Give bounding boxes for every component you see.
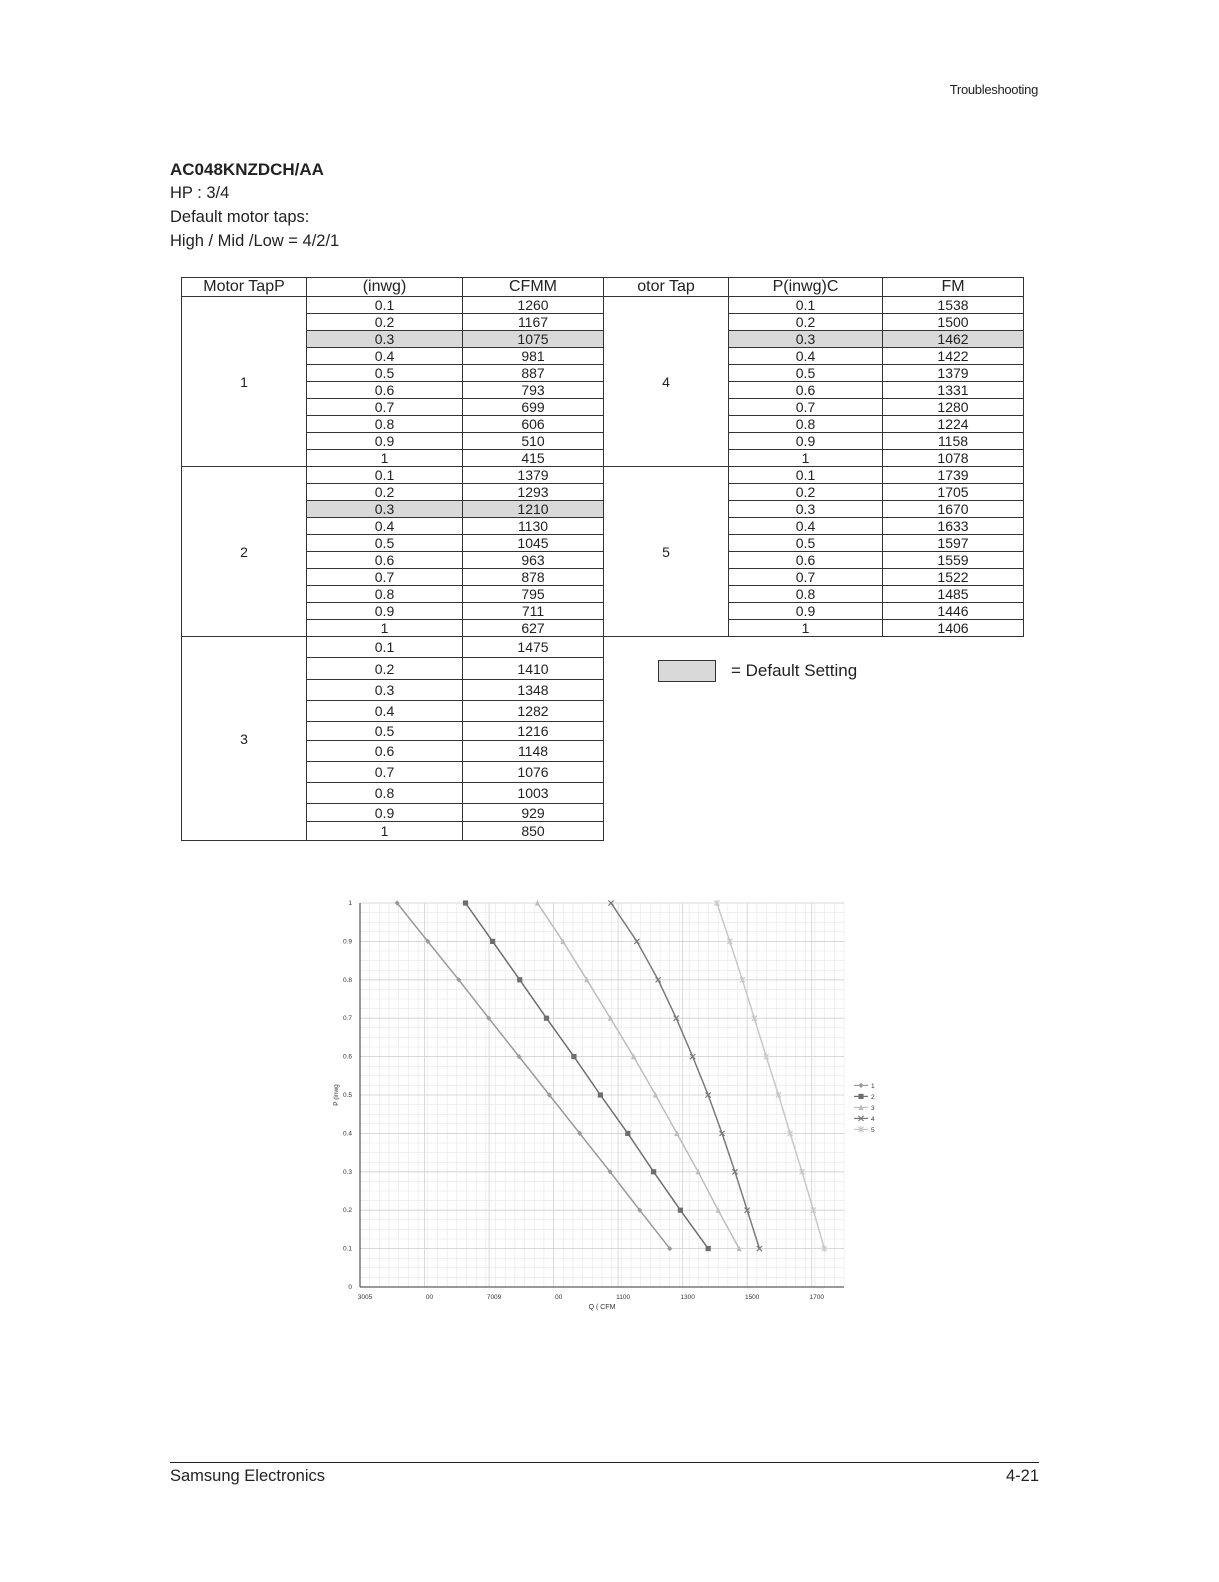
pressure-cell: 1: [307, 620, 463, 637]
cfm-cell: 850: [463, 822, 604, 841]
cfm-cell: 1078: [883, 450, 1024, 467]
pressure-cell: 0.5: [307, 722, 463, 741]
cfm-cell: 699: [463, 399, 604, 416]
pressure-cell: 0.7: [307, 399, 463, 416]
fan-curve-chart: [320, 890, 880, 1320]
data-point: [598, 1092, 603, 1097]
data-point: [858, 1094, 863, 1099]
cfm-cell: 1331: [883, 382, 1024, 399]
cfm-cell: 1406: [883, 620, 1024, 637]
pressure-cell: 0.7: [729, 569, 883, 586]
cfm-cell: 878: [463, 569, 604, 586]
x-tick-label: 00: [425, 1294, 434, 1301]
data-point: [651, 1169, 656, 1174]
pressure-cell: 0.8: [307, 416, 463, 433]
cfm-cell: 1348: [463, 680, 604, 701]
y-tick-label: 0.7: [342, 1015, 352, 1023]
cfm-cell: 1559: [883, 552, 1024, 569]
legend-entry: 5: [871, 1126, 875, 1134]
table-row: [182, 637, 604, 658]
pressure-cell: 0.1: [307, 637, 463, 658]
cfm-cell: 1280: [883, 399, 1024, 416]
data-point: [625, 1131, 630, 1136]
pressure-cell: 0.8: [729, 416, 883, 433]
x-tick-label: 1500: [744, 1294, 760, 1301]
pressure-cell: 0.1: [307, 467, 463, 484]
pressure-cell: 0.2: [307, 314, 463, 331]
y-tick-label: 0.8: [342, 976, 352, 984]
legend-entry: 1: [871, 1082, 875, 1090]
pressure-cell: 0.3: [307, 501, 463, 518]
pressure-cell: 0.9: [729, 603, 883, 620]
y-tick-label: 0: [348, 1284, 352, 1291]
cfm-cell: 1538: [883, 297, 1024, 314]
x-tick-label: 1700: [809, 1294, 824, 1301]
default-taps-label: Default motor taps:: [170, 208, 310, 226]
table-row: [182, 297, 604, 314]
cfm-cell: 793: [463, 382, 604, 399]
pressure-cell: 0.5: [729, 535, 883, 552]
pressure-cell: 0.5: [307, 365, 463, 382]
data-point: [517, 977, 522, 982]
data-point: [490, 939, 495, 944]
cfm-cell: 929: [463, 804, 604, 822]
y-tick-label: 0.3: [342, 1168, 352, 1176]
table-row: [604, 297, 1024, 314]
cfm-cell: 795: [463, 586, 604, 603]
motor-tap-cell: 5: [604, 467, 729, 637]
table-row: [182, 467, 604, 484]
header-cfm: FM: [883, 278, 1024, 297]
cfm-cell: 627: [463, 620, 604, 637]
pressure-cell: 1: [307, 450, 463, 467]
cfm-cell: 981: [463, 348, 604, 365]
cfm-cell: 1003: [463, 783, 604, 804]
data-point: [706, 1246, 711, 1251]
cfm-cell: 1500: [883, 314, 1024, 331]
x-tick-label: 7009: [486, 1294, 502, 1301]
cfm-cell: 415: [463, 450, 604, 467]
pressure-cell: 0.4: [307, 518, 463, 535]
header-cfm: CFMM: [463, 278, 604, 297]
header-pressure: (inwg): [307, 278, 463, 297]
y-tick-label: 1: [348, 900, 352, 907]
pressure-cell: 0.5: [307, 535, 463, 552]
pressure-cell: 1: [729, 620, 883, 637]
cfm-cell: 1075: [463, 331, 604, 348]
pressure-cell: 0.6: [729, 382, 883, 399]
legend-entry: 3: [871, 1104, 875, 1112]
cfm-cell: 1462: [883, 331, 1024, 348]
motor-tap-cell: 4: [604, 297, 729, 467]
pressure-cell: 0.2: [729, 484, 883, 501]
x-tick-label: 00: [554, 1294, 563, 1301]
header-pressure: P(inwg)C: [729, 278, 883, 297]
y-tick-label: 0.9: [342, 938, 352, 946]
pressure-cell: 0.4: [729, 518, 883, 535]
motor-tap-cell: 2: [182, 467, 307, 637]
y-tick-label: 0.1: [342, 1245, 352, 1253]
motor-tap-table-right: [603, 277, 1024, 637]
pressure-cell: 0.3: [729, 331, 883, 348]
hp-rating: HP : 3/4: [170, 184, 230, 202]
pressure-cell: 0.7: [307, 762, 463, 783]
pressure-cell: 0.6: [307, 382, 463, 399]
pressure-cell: 0.2: [307, 658, 463, 680]
pressure-cell: 0.9: [729, 433, 883, 450]
pressure-cell: 0.8: [307, 783, 463, 804]
pressure-cell: 0.9: [307, 804, 463, 822]
cfm-cell: 1422: [883, 348, 1024, 365]
pressure-cell: 0.5: [729, 365, 883, 382]
pressure-cell: 0.1: [729, 297, 883, 314]
cfm-cell: 1293: [463, 484, 604, 501]
pressure-cell: 0.9: [307, 603, 463, 620]
data-point: [678, 1208, 683, 1213]
y-axis-label: P (inwg: [333, 1084, 340, 1106]
cfm-cell: 1260: [463, 297, 604, 314]
header-motor-tap: otor Tap: [604, 278, 729, 297]
footer-rule: [170, 1462, 1039, 1463]
model-title: AC048KNZDCH/AA: [170, 160, 324, 179]
cfm-cell: 1076: [463, 762, 604, 783]
pressure-cell: 0.6: [729, 552, 883, 569]
x-tick-label: 1100: [616, 1294, 631, 1301]
cfm-cell: 711: [463, 603, 604, 620]
cfm-cell: 1282: [463, 701, 604, 722]
pressure-cell: 0.6: [307, 552, 463, 569]
pressure-cell: 0.1: [729, 467, 883, 484]
x-tick-label: 1300: [680, 1294, 695, 1301]
cfm-cell: 1130: [463, 518, 604, 535]
cfm-cell: 1224: [883, 416, 1024, 433]
cfm-cell: 1379: [883, 365, 1024, 382]
pressure-cell: 0.2: [307, 484, 463, 501]
motor-tap-table-left: [181, 277, 604, 841]
pressure-cell: 0.3: [729, 501, 883, 518]
pressure-cell: 0.7: [307, 569, 463, 586]
default-setting-label: = Default Setting: [731, 661, 858, 680]
pressure-cell: 0.4: [729, 348, 883, 365]
pressure-cell: 1: [307, 822, 463, 841]
cfm-cell: 1446: [883, 603, 1024, 620]
cfm-cell: 606: [463, 416, 604, 433]
cfm-cell: 887: [463, 365, 604, 382]
pressure-cell: 0.8: [729, 586, 883, 603]
cfm-cell: 1705: [883, 484, 1024, 501]
pressure-cell: 0.4: [307, 348, 463, 365]
cfm-cell: 1210: [463, 501, 604, 518]
cfm-cell: 963: [463, 552, 604, 569]
pressure-cell: 0.2: [729, 314, 883, 331]
pressure-cell: 0.6: [307, 741, 463, 762]
cfm-cell: 1167: [463, 314, 604, 331]
legend-entry: 2: [871, 1093, 875, 1101]
pressure-cell: 1: [729, 450, 883, 467]
header-motor-tap: Motor TapP: [182, 278, 307, 297]
default-taps-value: High / Mid /Low = 4/2/1: [170, 232, 340, 250]
cfm-cell: 1379: [463, 467, 604, 484]
cfm-cell: 1597: [883, 535, 1024, 552]
data-point: [544, 1016, 549, 1021]
cfm-cell: 510: [463, 433, 604, 450]
pressure-cell: 0.3: [307, 680, 463, 701]
cfm-cell: 1410: [463, 658, 604, 680]
pressure-cell: 0.3: [307, 331, 463, 348]
cfm-cell: 1475: [463, 637, 604, 658]
y-tick-label: 0.4: [342, 1130, 352, 1138]
y-tick-label: 0.5: [342, 1092, 352, 1099]
y-tick-label: 0.6: [342, 1053, 352, 1061]
cfm-cell: 1158: [883, 433, 1024, 450]
cfm-cell: 1739: [883, 467, 1024, 484]
pressure-cell: 0.1: [307, 297, 463, 314]
page-number: 4-21: [1005, 1467, 1039, 1485]
cfm-cell: 1148: [463, 741, 604, 762]
cfm-cell: 1633: [883, 518, 1024, 535]
section-header: Troubleshooting: [949, 82, 1038, 97]
x-axis-label: Q ( CFM: [588, 1304, 616, 1311]
cfm-cell: 1485: [883, 586, 1024, 603]
table-row: [604, 467, 1024, 484]
pressure-cell: 0.4: [307, 701, 463, 722]
cfm-cell: 1045: [463, 535, 604, 552]
data-point: [463, 900, 468, 905]
motor-tap-cell: 3: [182, 637, 307, 841]
cfm-cell: 1216: [463, 722, 604, 741]
footer-company: Samsung Electronics: [170, 1467, 325, 1485]
motor-tap-cell: 1: [182, 297, 307, 467]
legend-entry: 4: [871, 1115, 875, 1123]
cfm-cell: 1670: [883, 501, 1024, 518]
default-setting-swatch: [658, 660, 716, 682]
data-point: [571, 1054, 576, 1059]
pressure-cell: 0.7: [729, 399, 883, 416]
y-tick-label: 0.2: [342, 1207, 352, 1215]
pressure-cell: 0.9: [307, 433, 463, 450]
x-tick-label: 3005: [357, 1294, 373, 1301]
data-point: [858, 1083, 863, 1088]
pressure-cell: 0.8: [307, 586, 463, 603]
cfm-cell: 1522: [883, 569, 1024, 586]
